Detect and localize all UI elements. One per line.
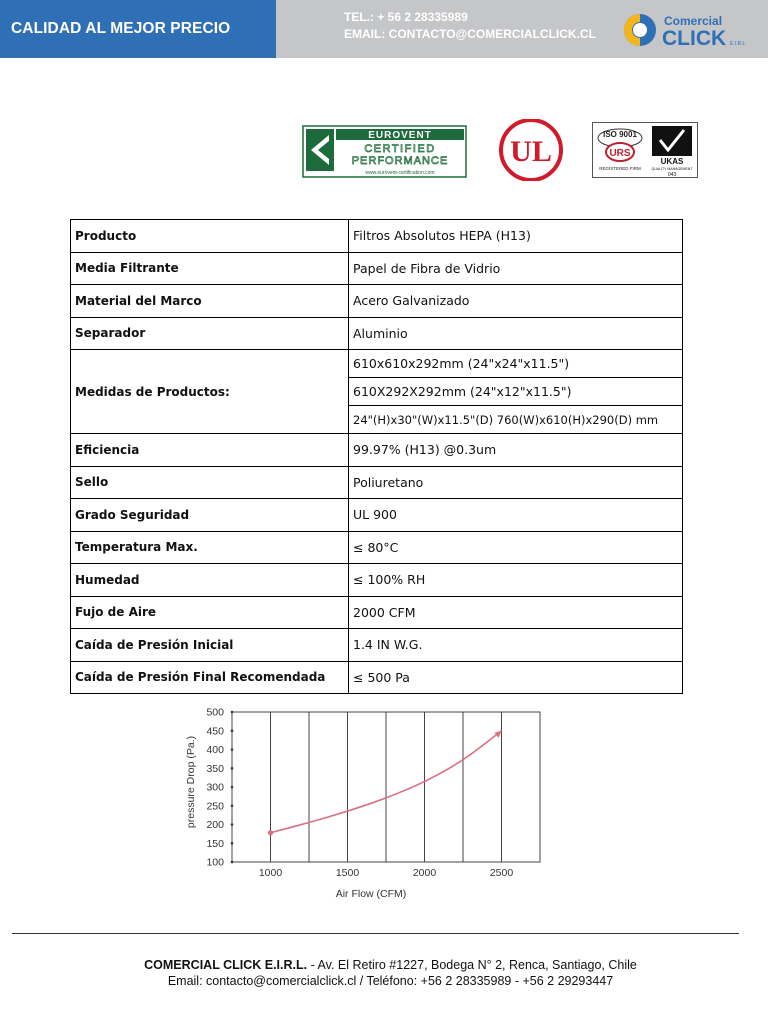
brand-suffix-text: E.I.R.L: [730, 41, 746, 47]
footer-address-line: [0, 958, 768, 972]
y-tick-label: 100: [206, 856, 224, 869]
iso-urs-ukas-logo: [592, 122, 698, 178]
spec-value: Aluminio: [349, 317, 683, 350]
pressure-drop-chart: [150, 700, 600, 905]
spec-value: ≤ 500 Pa: [349, 661, 683, 694]
footer-company: COMERCIAL CLICK E.I.R.L.: [144, 958, 308, 972]
spec-label: Eficiencia: [71, 434, 349, 467]
y-axis-label: pressure Drop (Pa.): [185, 735, 197, 829]
spec-label: Material del Marco: [71, 285, 349, 318]
spec-label: Fujo de Aire: [71, 596, 349, 629]
y-tick-label: 500: [206, 706, 224, 719]
header-phone: TEL.: + 56 2 28335989: [344, 10, 468, 24]
ul-text: UL: [510, 135, 552, 168]
spec-label: Producto: [71, 220, 349, 253]
spec-row: [71, 629, 683, 662]
y-tick-mark: [231, 786, 234, 789]
y-tick-label: 200: [206, 819, 224, 831]
spec-size-value: 610X292X292mm (24"x12"x11.5"): [349, 378, 683, 406]
spec-row: [71, 220, 683, 253]
spec-value: UL 900: [349, 499, 683, 532]
spec-value: 99.97% (H13) @0.3um: [349, 434, 683, 467]
x-tick-label: 2500: [489, 867, 514, 879]
y-tick-mark: [231, 711, 234, 714]
spec-value: 1.4 IN W.G.: [349, 629, 683, 662]
spec-row: [71, 596, 683, 629]
spec-row: [71, 661, 683, 694]
brand-big-text: CLICK: [662, 27, 727, 50]
spec-label: Grado Seguridad: [71, 499, 349, 532]
spec-label: Caída de Presión Inicial: [71, 629, 349, 662]
ukas-text: UKAS: [660, 157, 684, 166]
eurovent-certified: CERTIFIED: [364, 143, 436, 155]
spec-row: [71, 531, 683, 564]
y-tick-label: 150: [206, 837, 224, 850]
x-tick-label: 2000: [412, 867, 437, 879]
y-tick-label: 250: [206, 800, 224, 813]
spec-label: Media Filtrante: [71, 252, 349, 285]
y-tick-mark: [231, 823, 234, 826]
ukas-sub: QUALITY MANAGEMENT: [651, 167, 693, 171]
spec-label: Caída de Presión Final Recomendada: [71, 661, 349, 694]
x-tick-label: 1000: [258, 867, 283, 879]
spec-label: Humedad: [71, 564, 349, 597]
spec-row: [71, 317, 683, 350]
header-tagline: CALIDAD AL MEJOR PRECIO: [11, 20, 231, 37]
spec-value: Filtros Absolutos HEPA (H13): [349, 220, 683, 253]
ul-logo: [496, 119, 566, 181]
spec-row: [71, 285, 683, 318]
ukas-num: 043: [667, 172, 677, 178]
eurovent-performance: PERFORMANCE: [351, 155, 449, 167]
y-tick-label: 350: [206, 762, 224, 775]
urs-sub: REGISTERED FIRM: [599, 166, 641, 171]
y-tick-mark: [231, 729, 234, 732]
spec-table: [70, 219, 683, 694]
brand-small-text: Comercial: [664, 14, 723, 28]
footer-address: - Av. El Retiro #1227, Bodega N° 2, Renca, Santiago, Chile: [307, 958, 637, 972]
y-tick-mark: [231, 804, 234, 807]
footer-contact: Email: contacto@comercialclick.cl / Teléfono: +56 2 28335989 - +56 2 29293447: [167, 974, 614, 988]
spec-row: [71, 252, 683, 285]
y-tick-label: 400: [206, 744, 224, 756]
spec-value: Acero Galvanizado: [349, 285, 683, 318]
spec-value: 2000 CFM: [349, 596, 683, 629]
eurovent-logo: [302, 125, 467, 178]
x-axis-label: Air Flow (CFM): [335, 888, 407, 900]
y-tick-mark: [231, 861, 234, 864]
spec-row: [71, 466, 683, 499]
spec-size-row: [71, 350, 683, 378]
x-tick-label: 1500: [335, 867, 360, 879]
spec-value: ≤ 80°C: [349, 531, 683, 564]
comercial-click-logo: [622, 9, 762, 51]
y-tick-mark: [231, 767, 234, 770]
series-end-arrow: [495, 731, 502, 738]
spec-label: Temperatura Max.: [71, 531, 349, 564]
spec-label: Sello: [71, 466, 349, 499]
eurovent-title: EUROVENT: [368, 130, 432, 141]
header-email: EMAIL: CONTACTO@COMERCIALCLICK.CL: [344, 27, 596, 41]
spec-sizes-label: Medidas de Productos:: [71, 350, 349, 434]
y-tick-mark: [231, 748, 234, 751]
y-tick-label: 300: [206, 781, 224, 794]
spec-size-value: 24"(H)x30"(W)x11.5"(D) 760(W)x610(H)x290(D) mm: [349, 406, 683, 434]
footer-divider: [12, 933, 739, 934]
spec-row: [71, 564, 683, 597]
spec-value: Poliuretano: [349, 466, 683, 499]
y-tick-label: 450: [206, 725, 224, 738]
spec-size-value: 610x610x292mm (24"x24"x11.5"): [349, 350, 683, 378]
eurovent-url: www.eurovent-certification.com: [365, 170, 435, 176]
spec-value: ≤ 100% RH: [349, 564, 683, 597]
spec-value: Papel de Fibra de Vidrio: [349, 252, 683, 285]
header-tagline-bar: [0, 0, 276, 58]
urs-text: URS: [609, 148, 631, 159]
series-start-point: [268, 830, 273, 835]
y-tick-mark: [231, 842, 234, 845]
spec-label: Separador: [71, 317, 349, 350]
iso-text: ISO 9001: [603, 130, 637, 139]
spec-row: [71, 434, 683, 467]
spec-row: [71, 499, 683, 532]
